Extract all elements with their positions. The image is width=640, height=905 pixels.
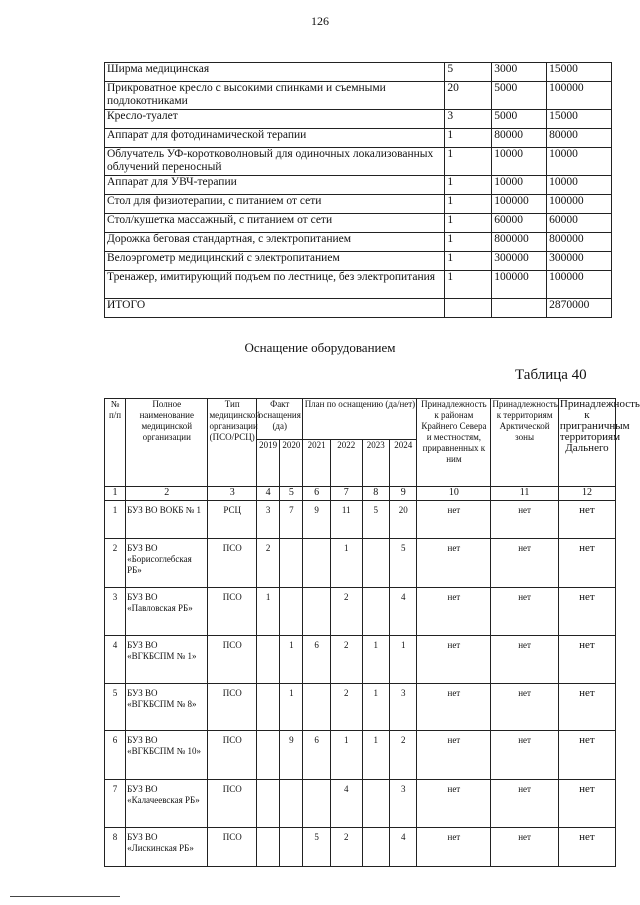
cell-p22: 11 [330, 501, 362, 539]
item-qty: 3 [445, 110, 492, 129]
item-price: 10000 [492, 148, 547, 176]
equipment-row [105, 129, 612, 148]
cell-p22: 2 [330, 588, 362, 636]
equipment-plan-table [104, 398, 640, 867]
total-value: 2870000 [547, 299, 612, 318]
equipment-row [105, 233, 612, 252]
cell-type: ПСО [208, 636, 257, 684]
total-empty [492, 299, 547, 318]
table-row [105, 588, 616, 636]
equipment-row [105, 214, 612, 233]
cell-f20: 1 [280, 636, 303, 684]
cell-p24: 3 [390, 780, 417, 828]
item-name: Прикроватное кресло с высокими спинками и съемными подлокотниками [105, 82, 445, 110]
cell-border: нет [558, 539, 615, 588]
item-price: 100000 [492, 195, 547, 214]
cell-north: нет [417, 588, 491, 636]
cell-name: БУЗ ВО ВОКБ № 1 [126, 501, 208, 539]
column-number: 5 [280, 487, 303, 501]
cell-arctic: нет [491, 588, 559, 636]
cell-p24: 4 [390, 828, 417, 867]
header-year: 2020 [280, 440, 303, 487]
cell-p22: 4 [330, 780, 362, 828]
cell-arctic: нет [491, 731, 559, 780]
cell-p21 [303, 539, 330, 588]
column-number: 11 [491, 487, 559, 501]
cell-p21 [303, 780, 330, 828]
item-price: 300000 [492, 252, 547, 271]
table-row [105, 828, 616, 867]
cell-border: нет [558, 828, 615, 867]
table-label: Таблица 40 [515, 367, 587, 383]
cell-n: 1 [105, 501, 126, 539]
item-qty: 20 [445, 82, 492, 110]
column-number: 2 [126, 487, 208, 501]
cell-name: БУЗ ВО «Борисоглебская РБ» [126, 539, 208, 588]
cell-arctic: нет [491, 684, 559, 731]
item-total: 15000 [547, 110, 612, 129]
cell-border: нет [558, 684, 615, 731]
cell-p24: 20 [390, 501, 417, 539]
item-price: 800000 [492, 233, 547, 252]
equipment-row [105, 82, 612, 110]
cell-p23 [362, 539, 389, 588]
cell-name: БУЗ ВО «ВГКБСПМ № 10» [126, 731, 208, 780]
footnote-divider [10, 896, 120, 897]
cell-f19 [257, 636, 280, 684]
item-total: 15000 [547, 63, 612, 82]
cell-n: 4 [105, 636, 126, 684]
section-title: Оснащение оборудованием [244, 340, 396, 355]
cell-type: ПСО [208, 539, 257, 588]
cell-arctic: нет [491, 828, 559, 867]
header-row [105, 399, 616, 440]
cell-f20 [280, 539, 303, 588]
item-qty: 1 [445, 233, 492, 252]
total-empty [445, 299, 492, 318]
cell-p23: 1 [362, 731, 389, 780]
header-arctic: Принадлежность к территориям Арктической зоны [491, 399, 559, 487]
cell-f19 [257, 780, 280, 828]
column-numbers-row [105, 487, 616, 501]
cell-p23: 5 [362, 501, 389, 539]
cell-north: нет [417, 684, 491, 731]
cell-p23 [362, 588, 389, 636]
item-qty: 1 [445, 148, 492, 176]
item-price: 80000 [492, 129, 547, 148]
cell-p21 [303, 684, 330, 731]
item-qty: 1 [445, 176, 492, 195]
item-price: 60000 [492, 214, 547, 233]
cell-type: ПСО [208, 780, 257, 828]
cell-north: нет [417, 539, 491, 588]
item-qty: 1 [445, 214, 492, 233]
table-row [105, 684, 616, 731]
equipment-row [105, 148, 612, 176]
cell-arctic: нет [491, 780, 559, 828]
item-qty: 1 [445, 252, 492, 271]
cell-p21: 5 [303, 828, 330, 867]
cell-n: 5 [105, 684, 126, 731]
item-price: 3000 [492, 63, 547, 82]
cell-type: ПСО [208, 588, 257, 636]
equipment-row [105, 110, 612, 129]
cell-type: РСЦ [208, 501, 257, 539]
item-qty: 5 [445, 63, 492, 82]
cell-type: ПСО [208, 731, 257, 780]
cell-p24: 5 [390, 539, 417, 588]
item-qty: 1 [445, 271, 492, 299]
cell-arctic: нет [491, 636, 559, 684]
cell-name: БУЗ ВО «Калачеевская РБ» [126, 780, 208, 828]
cell-n: 7 [105, 780, 126, 828]
cell-border: нет [558, 501, 615, 539]
cell-p24: 2 [390, 731, 417, 780]
item-name: Тренажер, имитирующий подъем по лестнице, без электропитания [105, 271, 445, 299]
header-fact: Факт оснащения (да) [257, 399, 303, 440]
column-number: 3 [208, 487, 257, 501]
cell-p21: 9 [303, 501, 330, 539]
item-price: 100000 [492, 271, 547, 299]
column-number: 4 [257, 487, 280, 501]
item-total: 100000 [547, 195, 612, 214]
column-number: 9 [390, 487, 417, 501]
item-name: Облучатель УФ-коротковолновый для одиночных локализованных облучений переносный [105, 148, 445, 176]
cell-type: ПСО [208, 684, 257, 731]
cell-f20 [280, 780, 303, 828]
cell-n: 8 [105, 828, 126, 867]
cell-f20 [280, 588, 303, 636]
item-total: 60000 [547, 214, 612, 233]
item-name: Аппарат для фотодинамической терапии [105, 129, 445, 148]
cell-north: нет [417, 780, 491, 828]
page-number: 126 [311, 14, 329, 28]
item-name: Дорожка беговая стандартная, с электропитанием [105, 233, 445, 252]
item-name: Аппарат для УВЧ-терапии [105, 176, 445, 195]
cell-p24: 4 [390, 588, 417, 636]
header-year: 2019 [257, 440, 280, 487]
equipment-row [105, 176, 612, 195]
cell-border: нет [558, 636, 615, 684]
header-name: Полное наименование медицинской организации [126, 399, 208, 487]
column-number: 7 [330, 487, 362, 501]
item-name: Стол/кушетка массажный, с питанием от сети [105, 214, 445, 233]
header-year: 2024 [390, 440, 417, 487]
cell-p22: 2 [330, 828, 362, 867]
cell-f20 [280, 828, 303, 867]
column-number: 8 [362, 487, 389, 501]
cell-f20: 9 [280, 731, 303, 780]
item-qty: 1 [445, 195, 492, 214]
item-name: Велоэргометр медицинский с электропитанием [105, 252, 445, 271]
table-row [105, 731, 616, 780]
cell-p23 [362, 780, 389, 828]
total-row [105, 299, 612, 318]
cell-p22: 2 [330, 684, 362, 731]
table-row [105, 501, 616, 539]
item-total: 100000 [547, 82, 612, 110]
cell-p22: 1 [330, 539, 362, 588]
cell-p22: 1 [330, 731, 362, 780]
cell-north: нет [417, 731, 491, 780]
cell-p24: 3 [390, 684, 417, 731]
column-number: 12 [558, 487, 615, 501]
cell-f19: 1 [257, 588, 280, 636]
cell-f19: 2 [257, 539, 280, 588]
equipment-cost-table [104, 62, 612, 318]
item-total: 300000 [547, 252, 612, 271]
item-total: 100000 [547, 271, 612, 299]
item-name: Ширма медицинская [105, 63, 445, 82]
cell-p23 [362, 828, 389, 867]
item-qty: 1 [445, 129, 492, 148]
header-no: № п/п [105, 399, 126, 487]
equipment-row [105, 63, 612, 82]
equipment-row [105, 195, 612, 214]
header-year: 2021 [303, 440, 330, 487]
cell-north: нет [417, 501, 491, 539]
cell-p23: 1 [362, 684, 389, 731]
cell-f20: 1 [280, 684, 303, 731]
cell-type: ПСО [208, 828, 257, 867]
item-total: 80000 [547, 129, 612, 148]
item-name: Кресло-туалет [105, 110, 445, 129]
cell-arctic: нет [491, 501, 559, 539]
cell-f19 [257, 828, 280, 867]
cell-p21: 6 [303, 731, 330, 780]
table-row [105, 780, 616, 828]
cell-p22: 2 [330, 636, 362, 684]
cell-border: нет [558, 780, 615, 828]
cell-north: нет [417, 636, 491, 684]
header-year: 2022 [330, 440, 362, 487]
header-north: Принадлежность к районам Крайнего Севера и местностям, приравненных к ним [417, 399, 491, 487]
cell-name: БУЗ ВО «ВГКБСПМ № 8» [126, 684, 208, 731]
cell-n: 3 [105, 588, 126, 636]
header-border: Принадлежность к приграничным территориям Дальнего [558, 399, 615, 487]
column-number: 6 [303, 487, 330, 501]
cell-f19 [257, 731, 280, 780]
cell-border: нет [558, 588, 615, 636]
item-name: Стол для физиотерапии, с питанием от сети [105, 195, 445, 214]
cell-p21 [303, 588, 330, 636]
header-plan: План по оснащению (да/нет) [303, 399, 417, 440]
header-type: Тип медицинской организации (ПСО/РСЦ) [208, 399, 257, 487]
item-total: 10000 [547, 148, 612, 176]
cell-name: БУЗ ВО «Павловская РБ» [126, 588, 208, 636]
item-price: 10000 [492, 176, 547, 195]
cell-f19 [257, 684, 280, 731]
cell-p24: 1 [390, 636, 417, 684]
cell-f20: 7 [280, 501, 303, 539]
equipment-row [105, 271, 612, 299]
cell-n: 6 [105, 731, 126, 780]
cell-p21: 6 [303, 636, 330, 684]
cell-arctic: нет [491, 539, 559, 588]
cell-name: БУЗ ВО «ВГКБСПМ № 1» [126, 636, 208, 684]
header-year: 2023 [362, 440, 389, 487]
cell-border: нет [558, 731, 615, 780]
cell-north: нет [417, 828, 491, 867]
item-total: 10000 [547, 176, 612, 195]
column-number: 1 [105, 487, 126, 501]
table-row [105, 636, 616, 684]
cell-f19: 3 [257, 501, 280, 539]
column-number: 10 [417, 487, 491, 501]
item-total: 800000 [547, 233, 612, 252]
cell-p23: 1 [362, 636, 389, 684]
total-label: ИТОГО [105, 299, 445, 318]
cell-n: 2 [105, 539, 126, 588]
item-price: 5000 [492, 82, 547, 110]
table-row [105, 539, 616, 588]
item-price: 5000 [492, 110, 547, 129]
equipment-row [105, 252, 612, 271]
cell-name: БУЗ ВО «Лискинская РБ» [126, 828, 208, 867]
